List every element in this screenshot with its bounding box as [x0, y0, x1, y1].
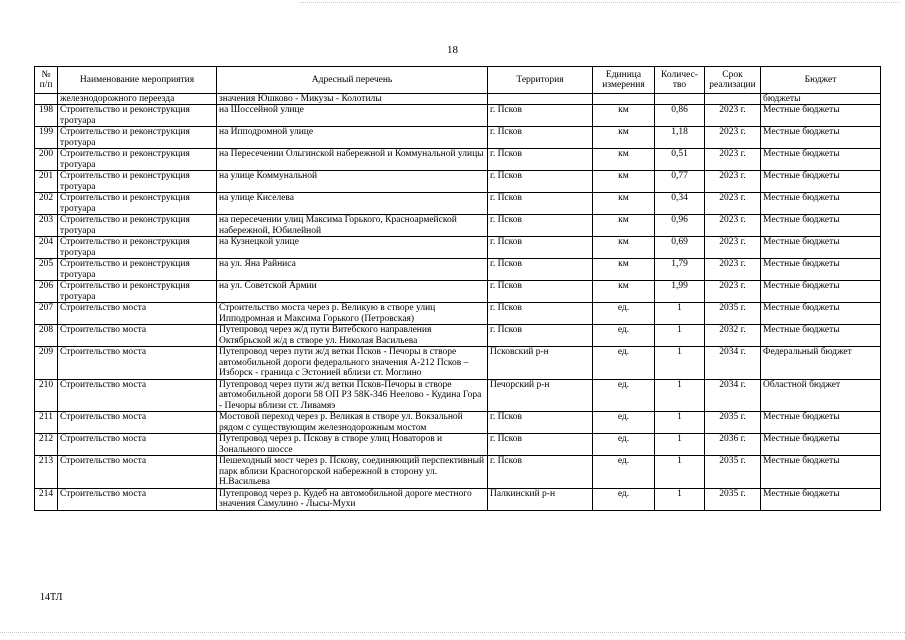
cell-term: 2032 г. — [705, 325, 761, 347]
table-row — [35, 325, 881, 347]
cell-term: 2035 г. — [705, 412, 761, 434]
table-row — [35, 237, 881, 259]
cell-territory: Палкинский р-н — [488, 488, 593, 510]
header-territory: Территория — [488, 67, 593, 94]
cell-name: Строительство и реконструкция тротуара — [58, 149, 217, 171]
cell-num: 205 — [35, 259, 58, 281]
cell-qty: 1 — [655, 434, 705, 456]
cell-qty: 1 — [655, 303, 705, 325]
cell-num: 209 — [35, 347, 58, 380]
cell-budget: Местные бюджеты — [761, 259, 881, 281]
cell-address: Мостовой переход через р. Великая в створе ул. Вокзальной рядом с существующим железнодорожным мостом — [217, 412, 488, 434]
cell-qty: 0,51 — [655, 149, 705, 171]
cell-territory: г. Псков — [488, 237, 593, 259]
cell-territory: г. Псков — [488, 325, 593, 347]
table-row — [35, 127, 881, 149]
header-name: Наименование мероприятия — [58, 67, 217, 94]
table-row — [35, 488, 881, 510]
cell-unit: км — [593, 171, 655, 193]
cell-num: 199 — [35, 127, 58, 149]
cell-name: железнодорожного переезда — [58, 94, 217, 105]
cell-qty: 1 — [655, 488, 705, 510]
cell-name: Строительство моста — [58, 434, 217, 456]
cell-territory: г. Псков — [488, 434, 593, 456]
cell-unit: ед. — [593, 488, 655, 510]
header-address: Адресный перечень — [217, 67, 488, 94]
cell-num: 212 — [35, 434, 58, 456]
cell-address: Путепровод через пути ж/д ветки Псков - Печоры в створе автомобильной дороги федерального значения А-212 Псков – Изборск - граница с Эстонией вблизи ст. Моглино — [217, 347, 488, 380]
cell-budget: Местные бюджеты — [761, 325, 881, 347]
cell-name: Строительство и реконструкция тротуара — [58, 237, 217, 259]
cell-num — [35, 94, 58, 105]
cell-qty: 1,99 — [655, 281, 705, 303]
cell-budget: Местные бюджеты — [761, 412, 881, 434]
cell-name: Строительство и реконструкция тротуара — [58, 193, 217, 215]
scan-artifact-top — [300, 2, 900, 3]
cell-term: 2023 г. — [705, 237, 761, 259]
cell-territory: Печорский р-н — [488, 379, 593, 412]
cell-budget: Местные бюджеты — [761, 303, 881, 325]
cell-name: Строительство моста — [58, 347, 217, 380]
cell-territory: г. Псков — [488, 281, 593, 303]
cell-budget: Федеральный бюджет — [761, 347, 881, 380]
cell-term: 2034 г. — [705, 347, 761, 380]
cell-budget: Местные бюджеты — [761, 193, 881, 215]
cell-address: Путепровод через р. Пскову в створе улиц Новаторов и Зонального шоссе — [217, 434, 488, 456]
cell-num: 203 — [35, 215, 58, 237]
cell-territory: г. Псков — [488, 456, 593, 489]
cell-qty: 1 — [655, 325, 705, 347]
cell-name: Строительство и реконструкция тротуара — [58, 127, 217, 149]
cell-name: Строительство и реконструкция тротуара — [58, 105, 217, 127]
table-row — [35, 259, 881, 281]
cell-name: Строительство моста — [58, 412, 217, 434]
cell-unit: км — [593, 215, 655, 237]
table-row — [35, 379, 881, 412]
cell-unit: км — [593, 259, 655, 281]
cell-unit: ед. — [593, 456, 655, 489]
cell-address: на пересечении улиц Максима Горького, Красноармейской набережной, Юбилейной — [217, 215, 488, 237]
cell-qty: 1,79 — [655, 259, 705, 281]
cell-name: Строительство моста — [58, 456, 217, 489]
cell-territory: г. Псков — [488, 259, 593, 281]
cell-num: 200 — [35, 149, 58, 171]
cell-budget: Областной бюджет — [761, 379, 881, 412]
cell-address: на Шоссейной улице — [217, 105, 488, 127]
cell-address: на улице Коммунальной — [217, 171, 488, 193]
table-row — [35, 281, 881, 303]
cell-territory: г. Псков — [488, 303, 593, 325]
cell-budget: Местные бюджеты — [761, 456, 881, 489]
table-row — [35, 149, 881, 171]
cell-address: на Кузнецкой улице — [217, 237, 488, 259]
cell-budget: Местные бюджеты — [761, 488, 881, 510]
cell-num: 201 — [35, 171, 58, 193]
cell-unit: ед. — [593, 325, 655, 347]
cell-term: 2023 г. — [705, 105, 761, 127]
cell-term: 2035 г. — [705, 303, 761, 325]
cell-territory — [488, 94, 593, 105]
footer-code: 14ТЛ — [40, 592, 63, 603]
cell-qty: 0,34 — [655, 193, 705, 215]
table-row — [35, 456, 881, 489]
cell-qty: 1,18 — [655, 127, 705, 149]
cell-name: Строительство моста — [58, 325, 217, 347]
table-row — [35, 105, 881, 127]
cell-num: 198 — [35, 105, 58, 127]
cell-address: на Пересечении Ольгинской набережной и Коммунальной улицы — [217, 149, 488, 171]
cell-term — [705, 94, 761, 105]
header-num: № п/п — [35, 67, 58, 94]
cell-unit: км — [593, 281, 655, 303]
table-body — [35, 94, 881, 511]
cell-unit: ед. — [593, 303, 655, 325]
cell-term: 2023 г. — [705, 149, 761, 171]
cell-qty: 0,69 — [655, 237, 705, 259]
header-unit: Единица измерения — [593, 67, 655, 94]
cell-budget: Местные бюджеты — [761, 127, 881, 149]
cell-territory: г. Псков — [488, 149, 593, 171]
cell-num: 210 — [35, 379, 58, 412]
cell-address: на ул. Советской Армии — [217, 281, 488, 303]
cell-budget: Местные бюджеты — [761, 281, 881, 303]
cell-term: 2023 г. — [705, 171, 761, 193]
table-row — [35, 412, 881, 434]
cell-territory: г. Псков — [488, 215, 593, 237]
cell-address: на ул. Яна Райниса — [217, 259, 488, 281]
scan-artifact-bottom — [0, 632, 905, 633]
cell-qty: 1 — [655, 412, 705, 434]
cell-address: Пешеходный мост через р. Пскову, соединяющий перспективный парк вблизи Красногорской набережной в сторону ул. Н.Васильева — [217, 456, 488, 489]
cell-unit: км — [593, 127, 655, 149]
cell-qty — [655, 94, 705, 105]
cell-address: на Ипподромной улице — [217, 127, 488, 149]
cell-term: 2035 г. — [705, 456, 761, 489]
cell-unit — [593, 94, 655, 105]
cell-term: 2023 г. — [705, 259, 761, 281]
cell-num: 208 — [35, 325, 58, 347]
page-number: 18 — [447, 44, 458, 56]
cell-territory: г. Псков — [488, 412, 593, 434]
cell-address: на улице Киселева — [217, 193, 488, 215]
cell-num: 213 — [35, 456, 58, 489]
cell-qty: 0,96 — [655, 215, 705, 237]
cell-territory: г. Псков — [488, 105, 593, 127]
cell-budget: Местные бюджеты — [761, 171, 881, 193]
cell-num: 204 — [35, 237, 58, 259]
cell-name: Строительство и реконструкция тротуара — [58, 259, 217, 281]
cell-address: Путепровод через пути ж/д ветки Псков-Печоры в створе автомобильной дороги 58 ОП РЗ 58К-346 Неелово - Кудина Гора - Печоры вблизи ст. Ливамяэ — [217, 379, 488, 412]
cell-term: 2023 г. — [705, 193, 761, 215]
cell-territory: г. Псков — [488, 193, 593, 215]
measures-table — [34, 66, 881, 511]
header-qty: Количес-тво — [655, 67, 705, 94]
header-term: Срок реализации — [705, 67, 761, 94]
cell-num: 206 — [35, 281, 58, 303]
cell-num: 202 — [35, 193, 58, 215]
table-row — [35, 215, 881, 237]
cell-budget: Местные бюджеты — [761, 434, 881, 456]
cell-territory: г. Псков — [488, 171, 593, 193]
continued-row — [35, 94, 881, 105]
cell-term: 2023 г. — [705, 215, 761, 237]
cell-name: Строительство моста — [58, 488, 217, 510]
cell-unit: км — [593, 105, 655, 127]
cell-budget: Местные бюджеты — [761, 149, 881, 171]
cell-budget: Местные бюджеты — [761, 215, 881, 237]
cell-address: значения Юшково - Микузы - Колотилы — [217, 94, 488, 105]
cell-unit: ед. — [593, 379, 655, 412]
cell-unit: ед. — [593, 412, 655, 434]
cell-unit: ед. — [593, 434, 655, 456]
cell-term: 2034 г. — [705, 379, 761, 412]
cell-qty: 1 — [655, 379, 705, 412]
cell-term: 2023 г. — [705, 127, 761, 149]
cell-budget: бюджеты — [761, 94, 881, 105]
cell-unit: ед. — [593, 347, 655, 380]
table-row — [35, 303, 881, 325]
cell-territory: г. Псков — [488, 127, 593, 149]
cell-name: Строительство и реконструкция тротуара — [58, 171, 217, 193]
table-row — [35, 193, 881, 215]
cell-term: 2036 г. — [705, 434, 761, 456]
cell-address: Путепровод через ж/д пути Витебского направления Октябрьской ж/д в створе ул. Николая Васильева — [217, 325, 488, 347]
cell-qty: 0,77 — [655, 171, 705, 193]
cell-unit: км — [593, 237, 655, 259]
cell-num: 214 — [35, 488, 58, 510]
cell-name: Строительство и реконструкция тротуара — [58, 281, 217, 303]
cell-name: Строительство и реконструкция тротуара — [58, 215, 217, 237]
table-row — [35, 171, 881, 193]
cell-unit: км — [593, 193, 655, 215]
cell-budget: Местные бюджеты — [761, 105, 881, 127]
cell-budget: Местные бюджеты — [761, 237, 881, 259]
table-header-row — [35, 67, 881, 94]
cell-qty: 0,86 — [655, 105, 705, 127]
cell-name: Строительство моста — [58, 379, 217, 412]
table-row — [35, 434, 881, 456]
cell-qty: 1 — [655, 347, 705, 380]
cell-address: Строительство моста через р. Великую в створе улиц Ипподромная и Максима Горького (Петровская) — [217, 303, 488, 325]
header-budget: Бюджет — [761, 67, 881, 94]
cell-num: 211 — [35, 412, 58, 434]
cell-name: Строительство моста — [58, 303, 217, 325]
cell-term: 2023 г. — [705, 281, 761, 303]
cell-num: 207 — [35, 303, 58, 325]
cell-territory: Псковский р-н — [488, 347, 593, 380]
cell-term: 2035 г. — [705, 488, 761, 510]
cell-unit: км — [593, 149, 655, 171]
cell-address: Путепровод через р. Кудеб на автомобильной дороге местного значения Самулино - Лысы-Мухи — [217, 488, 488, 510]
table-row — [35, 347, 881, 380]
cell-qty: 1 — [655, 456, 705, 489]
